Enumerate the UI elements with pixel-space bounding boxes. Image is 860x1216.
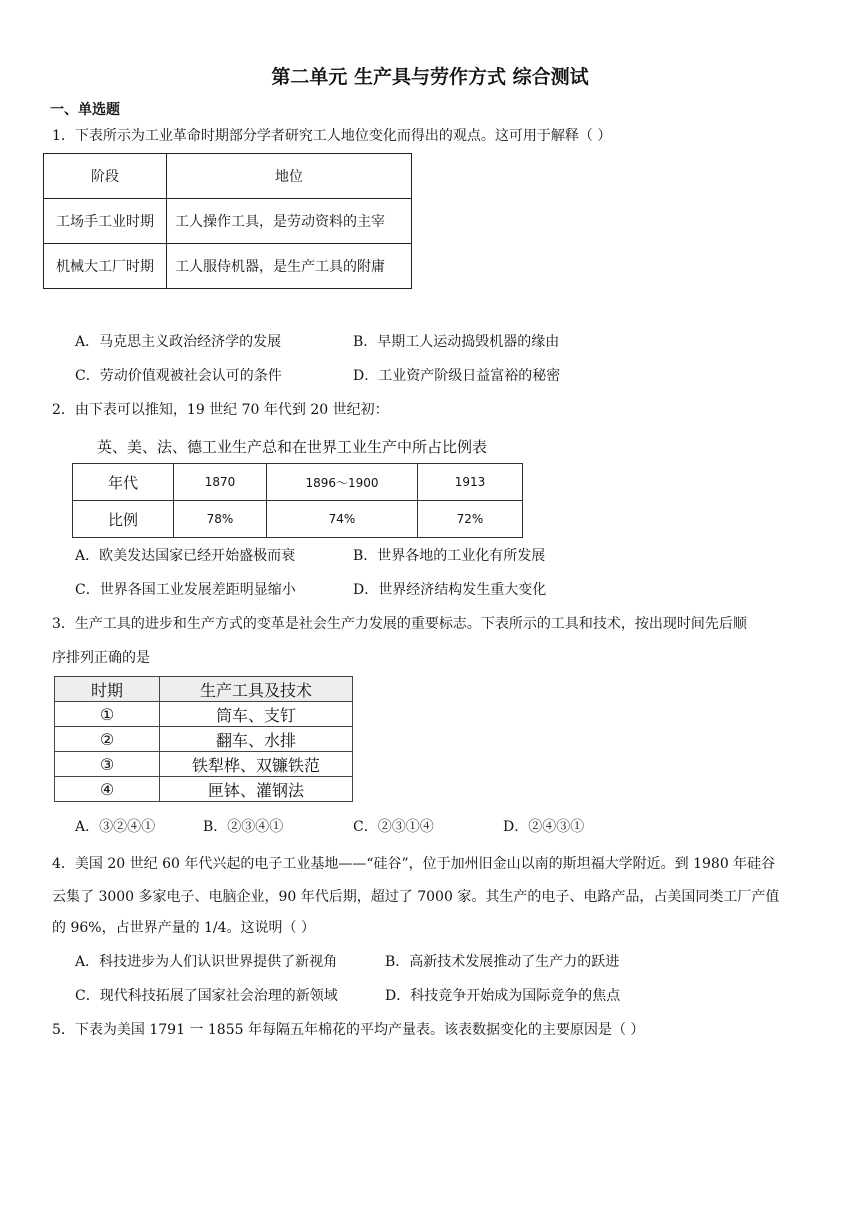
document-title: 第二单元 生产具与劳作方式 综合测试 — [271, 66, 589, 88]
section-heading: 一、单选题 — [50, 102, 120, 118]
table-cell: ① — [55, 702, 160, 727]
table-cell: 工人操作工具，是劳动资料的主宰 — [167, 199, 412, 244]
table-cell: ③ — [55, 752, 160, 777]
table-cell: 78% — [174, 501, 267, 538]
question-3-option-c[interactable]: C．②③①④ — [353, 819, 434, 835]
question-1-table — [43, 153, 412, 289]
table-cell: ② — [55, 727, 160, 752]
table-cell: 翻车、水排 — [160, 727, 353, 752]
question-5-stem: 5．下表为美国 1791 一 1855 年每隔五年棉花的平均产量表。该表数据变化的主要原因是（ ） — [52, 1022, 645, 1038]
table-header-cell: 地位 — [167, 154, 412, 199]
table-cell: 72% — [418, 501, 523, 538]
question-3-option-b[interactable]: B．②③④① — [203, 819, 284, 835]
table-cell: 工人服侍机器，是生产工具的附庸 — [167, 244, 412, 289]
table-cell: 工场手工业时期 — [44, 199, 167, 244]
table-header-cell: 时期 — [55, 677, 160, 702]
table-cell: 1913 — [418, 464, 523, 501]
question-2-table-caption: 英、美、法、德工业生产总和在世界工业生产中所占比例表 — [97, 438, 488, 456]
table-header-cell: 生产工具及技术 — [160, 677, 353, 702]
question-1-stem: 1．下表所示为工业革命时期部分学者研究工人地位变化而得出的观点。这可用于解释（ ） — [52, 128, 612, 144]
question-1-option-c[interactable]: C．劳动价值观被社会认可的条件 — [75, 368, 282, 384]
question-2-option-a[interactable]: A．欧美发达国家已经开始盛极而衰 — [75, 548, 296, 564]
question-4-stem-line-2: 云集了 3000 多家电子、电脑企业，90 年代后期，超过了 7000 家。其生产的电子、电路产品，占美国同类工厂产值 — [52, 889, 780, 905]
question-4-option-a[interactable]: A．科技进步为人们认识世界提供了新视角 — [75, 954, 338, 970]
question-1-option-b[interactable]: B．早期工人运动捣毁机器的缘由 — [353, 334, 560, 350]
question-2-option-b[interactable]: B．世界各地的工业化有所发展 — [353, 548, 546, 564]
question-4-option-d[interactable]: D．科技竞争开始成为国际竞争的焦点 — [385, 988, 621, 1004]
table-cell: ④ — [55, 777, 160, 802]
question-2-option-c[interactable]: C．世界各国工业发展差距明显缩小 — [75, 582, 296, 598]
table-header-cell: 比例 — [73, 501, 174, 538]
question-3-stem-line-2: 序排列正确的是 — [52, 650, 150, 666]
question-4-stem-line-1: 4．美国 20 世纪 60 年代兴起的电子工业基地——“硅谷”，位于加州旧金山以南的斯坦福大学附近。到 1980 年硅谷 — [52, 856, 776, 872]
question-4-stem-line-3: 的 96%，占世界产量的 1/4。这说明（ ） — [52, 920, 315, 936]
question-2-option-d[interactable]: D．世界经济结构发生重大变化 — [353, 582, 547, 598]
table-cell: 铁犁桦、双镰铁范 — [160, 752, 353, 777]
table-cell: 74% — [267, 501, 418, 538]
table-cell: 1896～1900 — [267, 464, 418, 501]
question-2-table — [72, 463, 523, 538]
question-1-option-a[interactable]: A．马克思主义政治经济学的发展 — [75, 334, 282, 350]
table-header-cell: 阶段 — [44, 154, 167, 199]
question-2-stem: 2．由下表可以推知，19 世纪 70 年代到 20 世纪初： — [52, 402, 389, 418]
question-1-option-d[interactable]: D．工业资产阶级日益富裕的秘密 — [353, 368, 561, 384]
table-cell: 筒车、支钉 — [160, 702, 353, 727]
question-4-option-c[interactable]: C．现代科技拓展了国家社会治理的新领域 — [75, 988, 338, 1004]
table-cell: 1870 — [174, 464, 267, 501]
question-3-stem-line-1: 3．生产工具的进步和生产方式的变革是社会生产力发展的重要标志。下表所示的工具和技术，按出现时间先后顺 — [52, 616, 747, 632]
question-3-option-a[interactable]: A．③②④① — [75, 819, 156, 835]
table-header-cell: 年代 — [73, 464, 174, 501]
table-cell: 匣钵、灌钢法 — [160, 777, 353, 802]
question-4-option-b[interactable]: B．高新技术发展推动了生产力的跃进 — [385, 954, 620, 970]
question-3-table — [54, 676, 353, 802]
question-3-option-d[interactable]: D．②④③① — [503, 819, 585, 835]
table-cell: 机械大工厂时期 — [44, 244, 167, 289]
